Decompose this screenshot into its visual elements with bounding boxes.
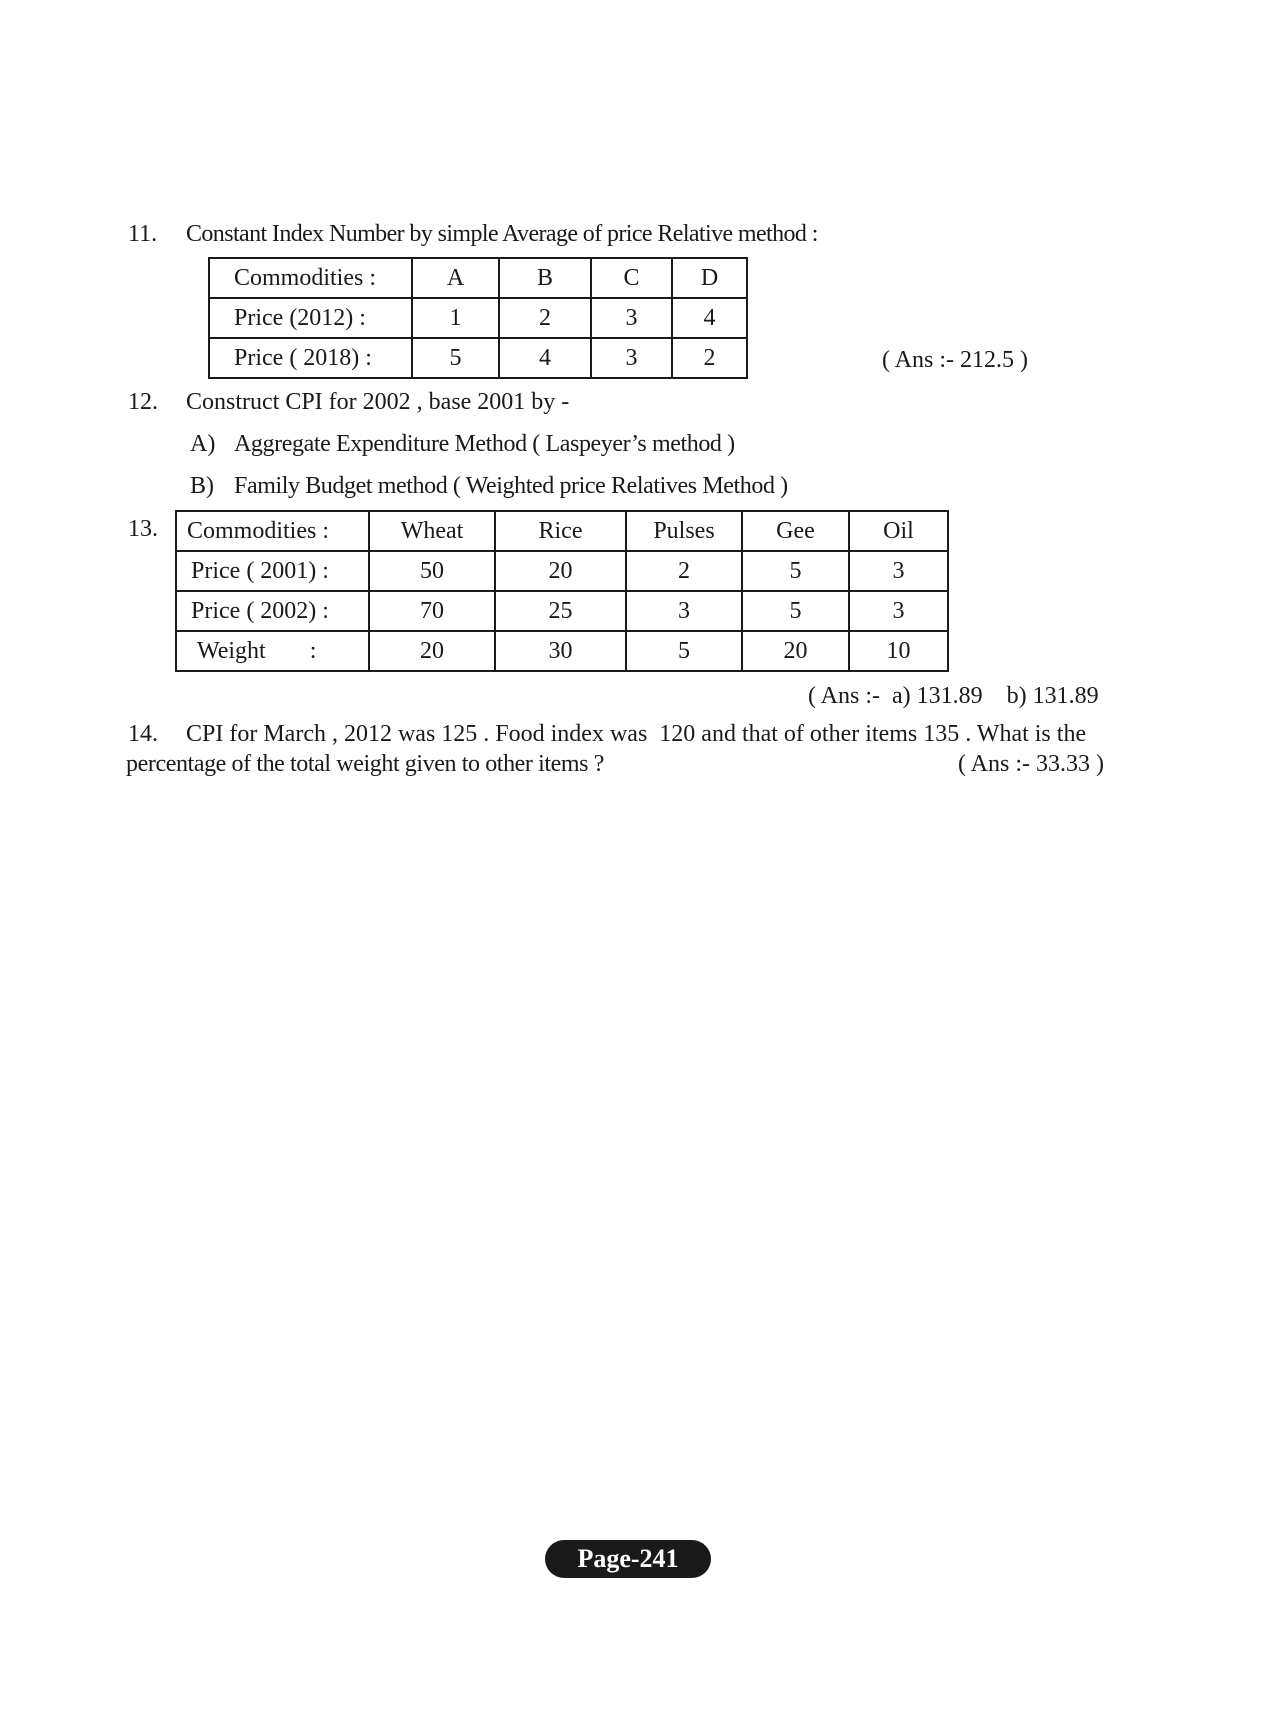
- table-cell: 70: [369, 591, 495, 631]
- table-cell: 4: [672, 298, 747, 338]
- table-cell: 20: [369, 631, 495, 671]
- table-cell: 2: [672, 338, 747, 378]
- table-cell: Price ( 2002) :: [176, 591, 369, 631]
- table-cell: 3: [626, 591, 742, 631]
- table-cell: 2: [626, 551, 742, 591]
- table-row: [209, 298, 747, 338]
- question-11-table: [208, 257, 748, 379]
- table-cell: 3: [849, 591, 948, 631]
- table-cell: Oil: [849, 511, 948, 551]
- table-row: [176, 511, 948, 551]
- table-row: [209, 338, 747, 378]
- table-cell: 50: [369, 551, 495, 591]
- question-12-text: Construct CPI for 2002 , base 2001 by -: [186, 389, 570, 415]
- table-cell: Weight :: [176, 631, 369, 671]
- table-cell: 25: [495, 591, 626, 631]
- question-14-line1: CPI for March , 2012 was 125 . Food index was 120 and that of other items 135 . What is the: [186, 721, 1087, 747]
- option-a-text: Aggregate Expenditure Method ( Laspeyer’s method ): [234, 431, 735, 457]
- table-cell: 20: [742, 631, 849, 671]
- table-row: [176, 631, 948, 671]
- question-14-number: 14.: [128, 721, 158, 747]
- table-cell: Price ( 2018) :: [209, 338, 412, 378]
- table-cell: 5: [412, 338, 499, 378]
- table-row: [209, 258, 747, 298]
- table-cell: Rice: [495, 511, 626, 551]
- question-11-number: 11.: [128, 221, 158, 247]
- table-cell: Price (2012) :: [209, 298, 412, 338]
- question-12-number: 12.: [128, 389, 158, 415]
- question-11-text: Constant Index Number by simple Average of price Relative method :: [186, 221, 818, 247]
- table-cell: Wheat: [369, 511, 495, 551]
- table-cell: 5: [626, 631, 742, 671]
- table-cell: C: [591, 258, 672, 298]
- table-cell: 1: [412, 298, 499, 338]
- table-cell: Pulses: [626, 511, 742, 551]
- table-cell: 5: [742, 591, 849, 631]
- table-row: [176, 551, 948, 591]
- question-11-answer: ( Ans :- 212.5 ): [882, 347, 1028, 373]
- question-13-number: 13.: [128, 516, 158, 542]
- table-cell: 3: [849, 551, 948, 591]
- option-b-text: Family Budget method ( Weighted price Relatives Method ): [234, 473, 788, 499]
- table-cell: Commodities :: [209, 258, 412, 298]
- question-13-table: [175, 510, 949, 672]
- table-cell: 3: [591, 298, 672, 338]
- table-cell: 3: [591, 338, 672, 378]
- page-number-badge: Page-241: [545, 1540, 711, 1578]
- table-row: [176, 591, 948, 631]
- table-cell: 10: [849, 631, 948, 671]
- table-cell: 30: [495, 631, 626, 671]
- table-cell: 5: [742, 551, 849, 591]
- table-cell: B: [499, 258, 591, 298]
- option-b-marker: B): [190, 473, 214, 499]
- table-cell: Gee: [742, 511, 849, 551]
- table-cell: Commodities :: [176, 511, 369, 551]
- table-cell: 20: [495, 551, 626, 591]
- table-cell: 2: [499, 298, 591, 338]
- table-cell: 4: [499, 338, 591, 378]
- option-a-marker: A): [190, 431, 216, 457]
- question-13-answer: ( Ans :- a) 131.89 b) 131.89: [808, 683, 1099, 709]
- question-14-line2: percentage of the total weight given to other items ?: [126, 751, 604, 777]
- table-cell: A: [412, 258, 499, 298]
- table-cell: Price ( 2001) :: [176, 551, 369, 591]
- question-14-answer: ( Ans :- 33.33 ): [958, 751, 1104, 777]
- table-cell: D: [672, 258, 747, 298]
